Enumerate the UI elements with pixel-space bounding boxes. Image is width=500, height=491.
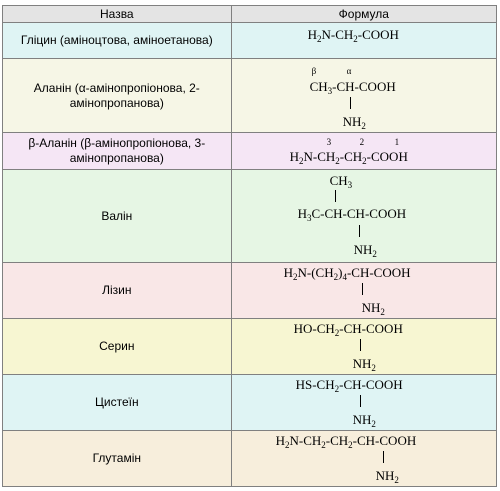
beta-label: β bbox=[311, 66, 317, 76]
amino-group: $NH_2$ bbox=[361, 300, 385, 317]
carbon-number: 1 bbox=[394, 137, 400, 147]
amino-group: $NH_2$ bbox=[352, 356, 376, 373]
bond-line bbox=[383, 451, 384, 463]
name-text: Валін bbox=[101, 208, 133, 223]
carbon-number: 2 bbox=[359, 137, 365, 147]
formula-line: $H_3C-CH-CH$-COOH bbox=[297, 206, 407, 223]
row-name-glutamine bbox=[3, 431, 232, 487]
formula-line: $HO-CH_2-CH$-COOH bbox=[293, 321, 403, 338]
formula-line: $HS-CH_2-CH$-COOH bbox=[295, 377, 403, 394]
amino-group: $NH_2$ bbox=[375, 468, 399, 485]
formula-cysteine bbox=[231, 375, 496, 431]
formula-lysine bbox=[231, 263, 496, 319]
name-text: Цистеїн bbox=[95, 395, 139, 409]
table-row bbox=[3, 319, 497, 375]
bond-line bbox=[350, 97, 351, 109]
table-row bbox=[3, 431, 497, 487]
formula-alanine bbox=[231, 59, 496, 133]
name-text: β-Аланін (β-амінопропіонова, 3-амінопропанова) bbox=[28, 136, 206, 165]
name-text: Аланін (α-амінопропіонова, 2-амінопропанова) bbox=[33, 80, 200, 110]
row-name-cysteine bbox=[3, 375, 232, 431]
table-row bbox=[3, 375, 497, 431]
amino-group: $NH_2$ bbox=[353, 242, 377, 259]
table-row bbox=[3, 23, 497, 59]
table-row bbox=[3, 263, 497, 319]
amino-group: $NH_2$ bbox=[342, 114, 366, 131]
bond-line bbox=[360, 339, 361, 351]
formula-line: $H_2N-CH_2$-COOH bbox=[307, 27, 399, 44]
name-text: Лізин bbox=[102, 283, 132, 297]
row-name-glycine bbox=[3, 23, 232, 59]
row-name-lysine bbox=[3, 263, 232, 319]
formula-glycine bbox=[231, 23, 496, 59]
table-row bbox=[3, 59, 497, 133]
bond-line bbox=[359, 225, 360, 237]
name-text: Глутамін bbox=[92, 451, 141, 465]
name-text: Гліцин (аміноцтова, аміноетанова) bbox=[20, 33, 213, 47]
formula-serine bbox=[231, 319, 496, 375]
formula-beta-alanine bbox=[231, 133, 496, 170]
formula-line: $H_2N-CH_2-CH_2-CH$-COOH bbox=[275, 433, 417, 450]
header-row bbox=[3, 6, 497, 23]
formula-line: $H_2N-(CH_2)_4-CH$-COOH bbox=[283, 265, 411, 282]
methyl-group: $CH_3$ bbox=[329, 173, 353, 190]
formula-glutamine bbox=[231, 431, 496, 487]
formula-line: $CH_3-CH$-COOH bbox=[309, 79, 396, 96]
amino-group: $NH_2$ bbox=[352, 412, 376, 429]
carbon-number: 3 bbox=[326, 137, 332, 147]
row-name-valine bbox=[3, 170, 232, 263]
bond-line bbox=[360, 395, 361, 407]
row-name-serine bbox=[3, 319, 232, 375]
bond-line bbox=[335, 190, 336, 202]
name-text: Серин bbox=[99, 339, 135, 353]
amino-acid-table bbox=[2, 5, 497, 487]
bond-line bbox=[362, 283, 363, 295]
table-row bbox=[3, 133, 497, 170]
formula-valine bbox=[231, 170, 496, 263]
formula-line: $H_2N-CH_2-CH_2$-COOH bbox=[289, 149, 408, 166]
row-name-beta-alanine bbox=[3, 133, 232, 170]
header-formula: Формула bbox=[231, 6, 496, 23]
header-name: Назва bbox=[3, 6, 232, 23]
row-name-alanine bbox=[3, 59, 232, 133]
alpha-label: α bbox=[346, 66, 352, 76]
table-row bbox=[3, 170, 497, 263]
